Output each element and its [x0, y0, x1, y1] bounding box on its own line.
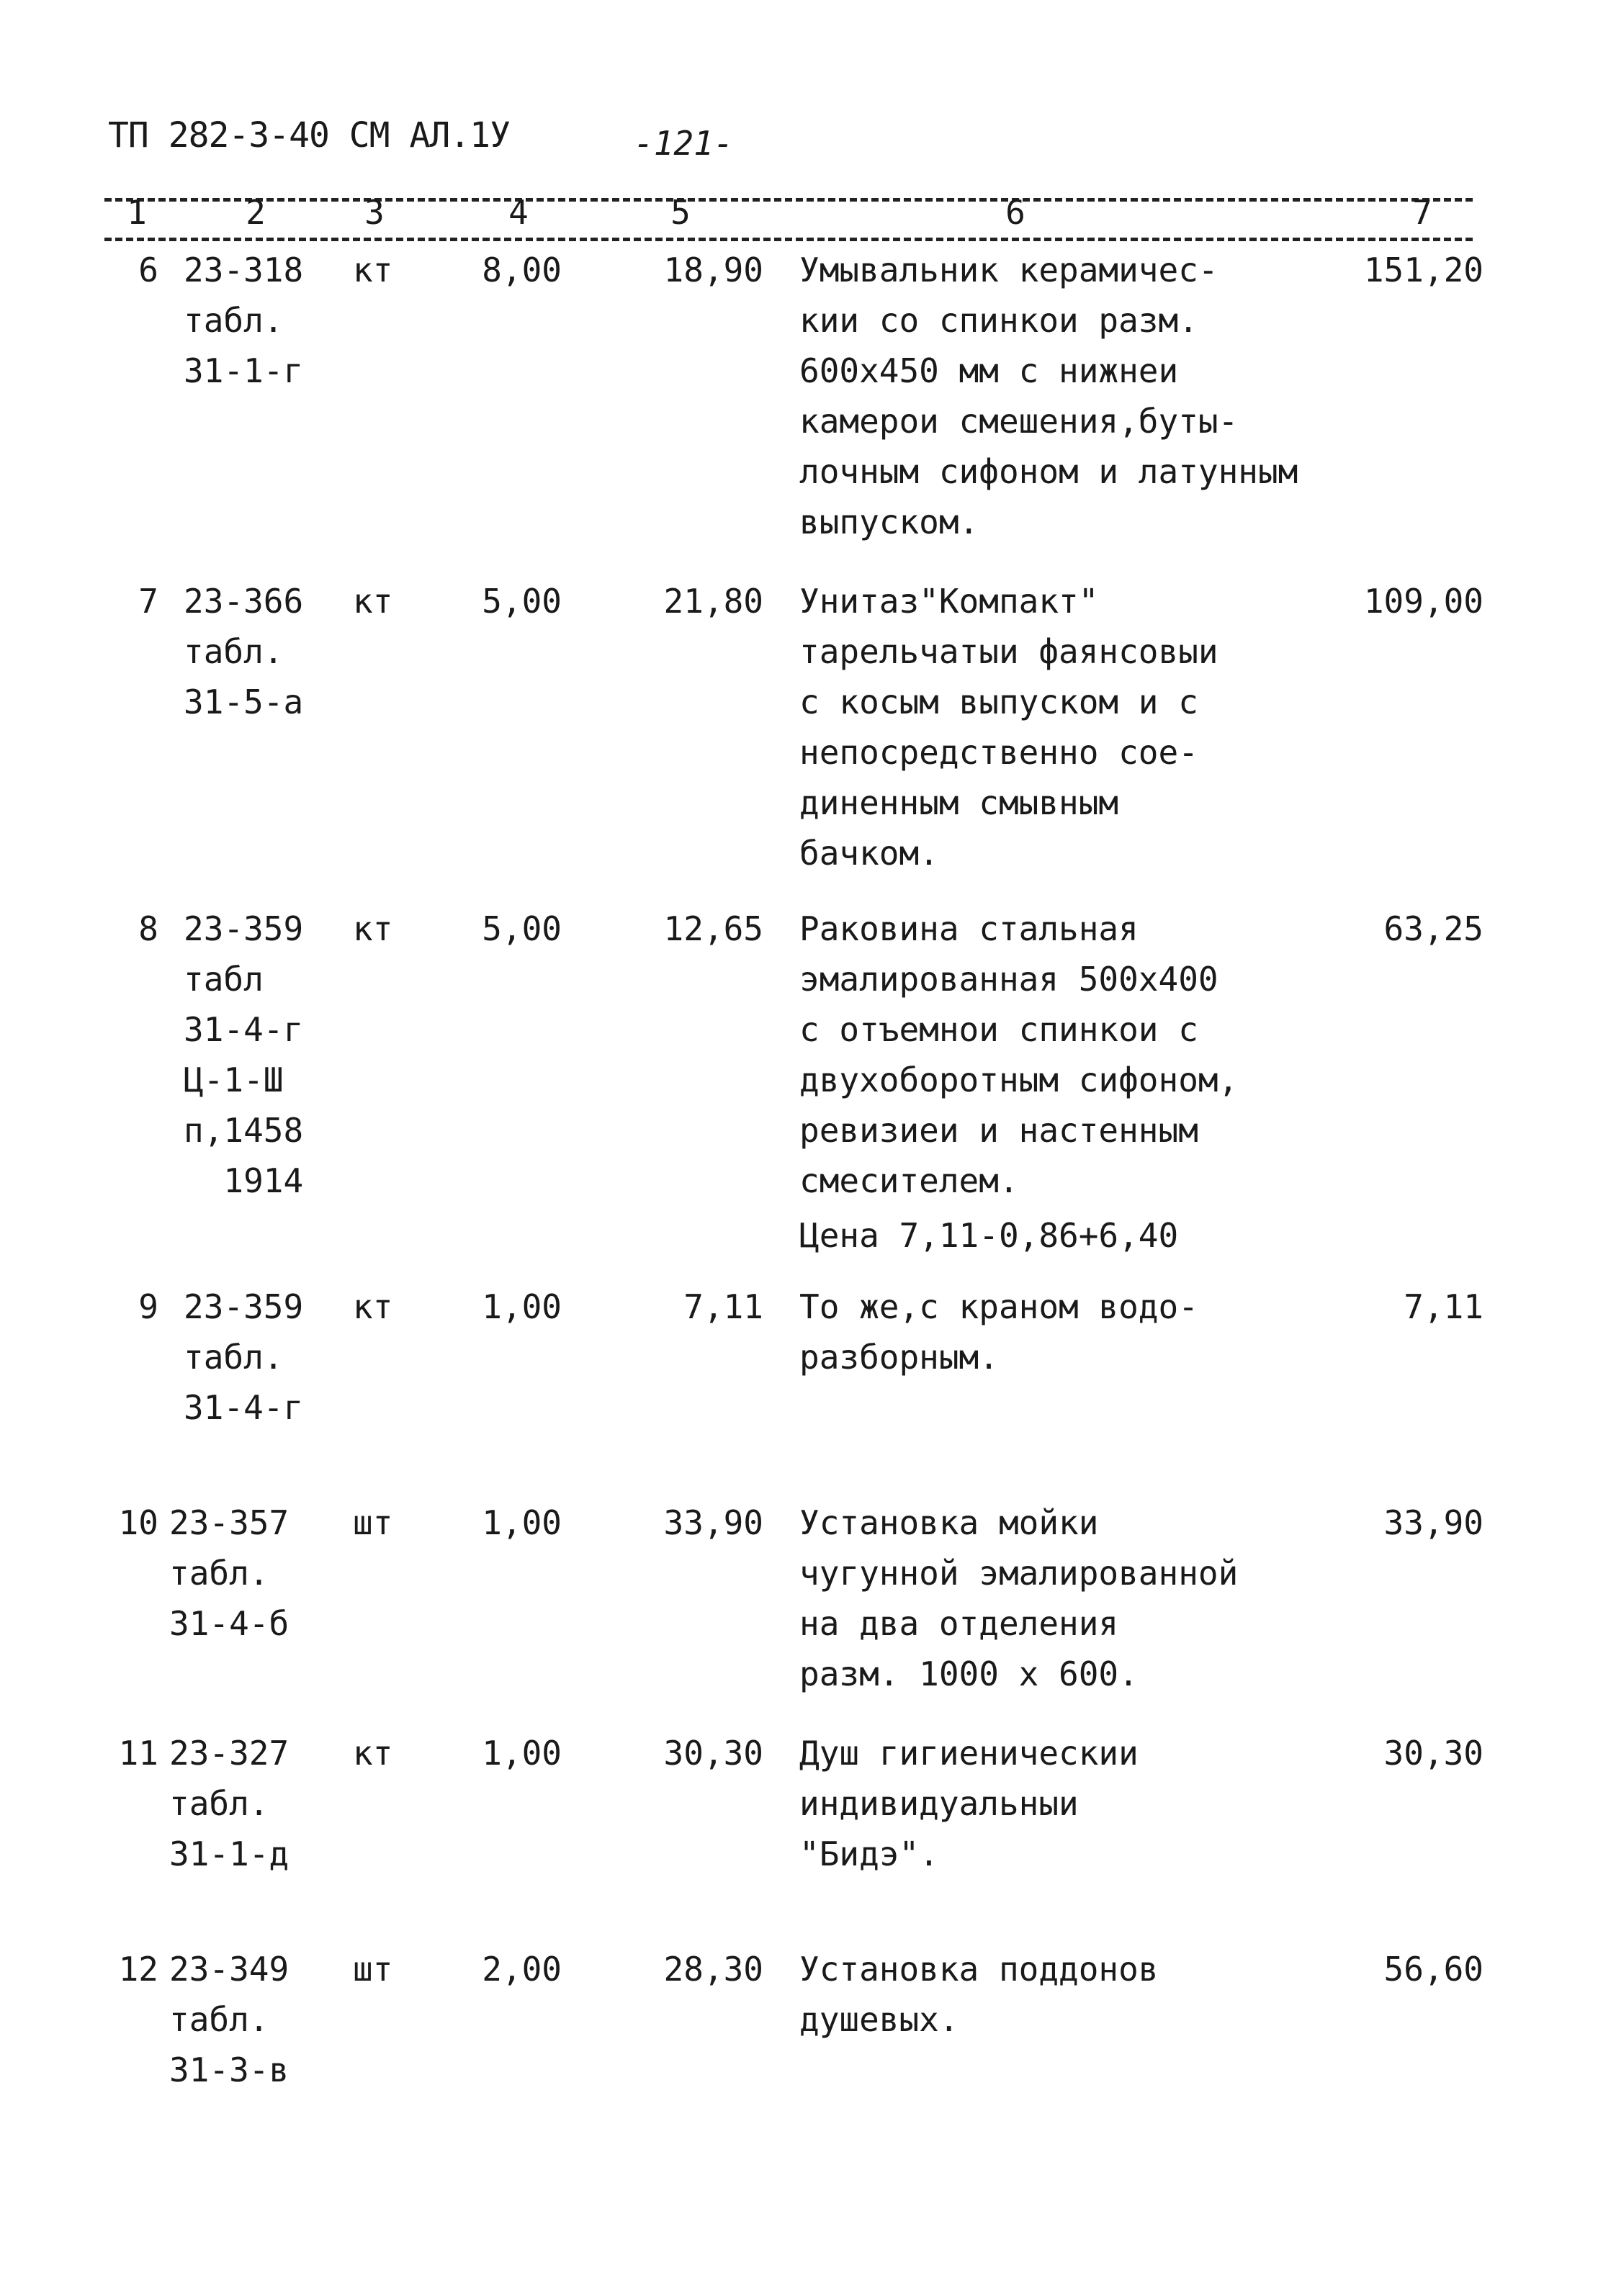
- pricing-reference-line: 31-4-г: [184, 1388, 304, 1427]
- description-line: душевых.: [799, 2000, 959, 2039]
- pricing-reference: [169, 1728, 289, 1879]
- work-description: [799, 1944, 1159, 2045]
- pricing-reference: [184, 1282, 303, 1433]
- unit-price: 21,80: [663, 582, 763, 621]
- column-header-2: 2: [246, 193, 266, 232]
- row-number: 9: [138, 1287, 158, 1326]
- description-line: лочным сифоном и латунным: [799, 452, 1298, 491]
- description-line: с отъемнои спинкои с: [799, 1010, 1198, 1049]
- column-header-6: 6: [1005, 193, 1025, 232]
- column-header-7: 7: [1412, 193, 1432, 232]
- row-number: 10: [118, 1503, 158, 1542]
- description-line: Унитаз"Компакт": [799, 582, 1099, 621]
- description-line: разборным.: [799, 1338, 999, 1377]
- pricing-reference-line: 23-357: [169, 1503, 289, 1542]
- total-cost: 33,90: [1383, 1503, 1483, 1542]
- page-number: -121-: [634, 124, 734, 163]
- column-header-3: 3: [364, 193, 385, 232]
- pricing-reference-line: 31-1-г: [184, 351, 304, 390]
- description-line: чугунной эмалированной: [799, 1554, 1239, 1593]
- pricing-reference-line: табл.: [169, 1554, 269, 1593]
- unit-price: 7,11: [683, 1287, 763, 1326]
- unit: шт: [353, 1950, 393, 1989]
- pricing-reference-line: 31-1-д: [169, 1834, 289, 1873]
- description-line: смесителем.: [799, 1161, 1019, 1200]
- quantity: 8,00: [482, 251, 562, 289]
- description-line: "Бидэ".: [799, 1834, 939, 1873]
- work-description: [799, 904, 1238, 1261]
- column-header-4: 4: [508, 193, 529, 232]
- unit: шт: [353, 1503, 393, 1542]
- description-line: Раковина стальная: [799, 909, 1139, 948]
- pricing-reference-line: 23-359: [184, 909, 304, 948]
- price-note: Цена 7,11-0,86+6,40: [799, 1216, 1179, 1255]
- description-line: кии со спинкои разм.: [799, 301, 1198, 340]
- pricing-reference-line: табл.: [184, 1338, 284, 1377]
- unit-price: 33,90: [663, 1503, 763, 1542]
- total-cost: 151,20: [1363, 251, 1483, 289]
- total-cost: 7,11: [1404, 1287, 1483, 1326]
- work-description: [799, 245, 1298, 547]
- pricing-reference: [184, 904, 303, 1206]
- pricing-reference-line: 31-5-а: [184, 683, 304, 721]
- description-line: непосредственно сое-: [799, 733, 1198, 772]
- description-line: разм. 1000 х 600.: [799, 1655, 1139, 1693]
- unit: кт: [353, 1734, 393, 1773]
- work-description: [799, 1282, 1198, 1382]
- pricing-reference: [184, 576, 303, 727]
- description-line: бачком.: [799, 834, 939, 873]
- description-line: тарельчатыи фаянсовыи: [799, 632, 1218, 671]
- description-line: То же,с краном водо-: [799, 1287, 1198, 1326]
- description-line: камерои смешения,буты-: [799, 402, 1239, 441]
- description-line: двухоборотным сифоном,: [799, 1061, 1239, 1099]
- description-line: ревизиеи и настенным: [799, 1111, 1198, 1150]
- row-number: 7: [138, 582, 158, 621]
- pricing-reference-line: 31-4-б: [169, 1604, 289, 1643]
- pricing-reference: [184, 245, 303, 396]
- unit-price: 28,30: [663, 1950, 763, 1989]
- description-line: Душ гигиеническии: [799, 1734, 1139, 1773]
- work-description: [799, 1498, 1238, 1699]
- pricing-reference-line: 31-3-в: [169, 2050, 289, 2089]
- unit: кт: [353, 582, 393, 621]
- pricing-reference-line: 23-359: [184, 1287, 304, 1326]
- pricing-reference-line: табл.: [184, 632, 284, 671]
- quantity: 1,00: [482, 1287, 562, 1326]
- total-cost: 56,60: [1383, 1950, 1483, 1989]
- description-line: эмалированная 500х400: [799, 960, 1218, 999]
- unit-price: 18,90: [663, 251, 763, 289]
- header-rule-bottom: [104, 238, 1473, 241]
- description-line: на два отделения: [799, 1604, 1119, 1643]
- work-description: [799, 576, 1218, 878]
- quantity: 5,00: [482, 909, 562, 948]
- pricing-reference-line: табл.: [169, 2000, 269, 2039]
- description-line: 600х450 мм с нижнеи: [799, 351, 1179, 390]
- description-line: Установка мойки: [799, 1503, 1099, 1542]
- total-cost: 109,00: [1363, 582, 1483, 621]
- unit: кт: [353, 251, 393, 289]
- quantity: 2,00: [482, 1950, 562, 1989]
- description-line: индивидуальныи: [799, 1784, 1079, 1823]
- quantity: 5,00: [482, 582, 562, 621]
- pricing-reference-line: 1914: [184, 1161, 304, 1200]
- pricing-reference-line: Ц-1-Ш: [184, 1061, 284, 1099]
- pricing-reference: [169, 1498, 289, 1649]
- header-rule-top: [104, 198, 1473, 202]
- unit-price: 12,65: [663, 909, 763, 948]
- total-cost: 30,30: [1383, 1734, 1483, 1773]
- description-line: Установка поддонов: [799, 1950, 1159, 1989]
- row-number: 6: [138, 251, 158, 289]
- unit: кт: [353, 909, 393, 948]
- description-line: Умывальник керамичес-: [799, 251, 1218, 289]
- column-header-1: 1: [127, 193, 147, 232]
- pricing-reference-line: табл.: [184, 301, 284, 340]
- document-code: ТП 282-3-40 СМ АЛ.1У: [108, 115, 510, 156]
- description-line: диненным смывным: [799, 783, 1119, 822]
- total-cost: 63,25: [1383, 909, 1483, 948]
- pricing-reference: [169, 1944, 289, 2095]
- row-number: 8: [138, 909, 158, 948]
- description-line: с косым выпуском и с: [799, 683, 1198, 721]
- pricing-reference-line: 23-366: [184, 582, 304, 621]
- work-description: [799, 1728, 1139, 1879]
- description-line: выпуском.: [799, 503, 979, 541]
- pricing-reference-line: 23-349: [169, 1950, 289, 1989]
- column-header-5: 5: [670, 193, 691, 232]
- quantity: 1,00: [482, 1503, 562, 1542]
- quantity: 1,00: [482, 1734, 562, 1773]
- pricing-reference-line: п,1458: [184, 1111, 304, 1150]
- pricing-reference-line: табл: [184, 960, 264, 999]
- pricing-reference-line: 23-318: [184, 251, 304, 289]
- pricing-reference-line: 31-4-г: [184, 1010, 304, 1049]
- unit: кт: [353, 1287, 393, 1326]
- row-number: 11: [118, 1734, 158, 1773]
- pricing-reference-line: 23-327: [169, 1734, 289, 1773]
- row-number: 12: [118, 1950, 158, 1989]
- unit-price: 30,30: [663, 1734, 763, 1773]
- pricing-reference-line: табл.: [169, 1784, 269, 1823]
